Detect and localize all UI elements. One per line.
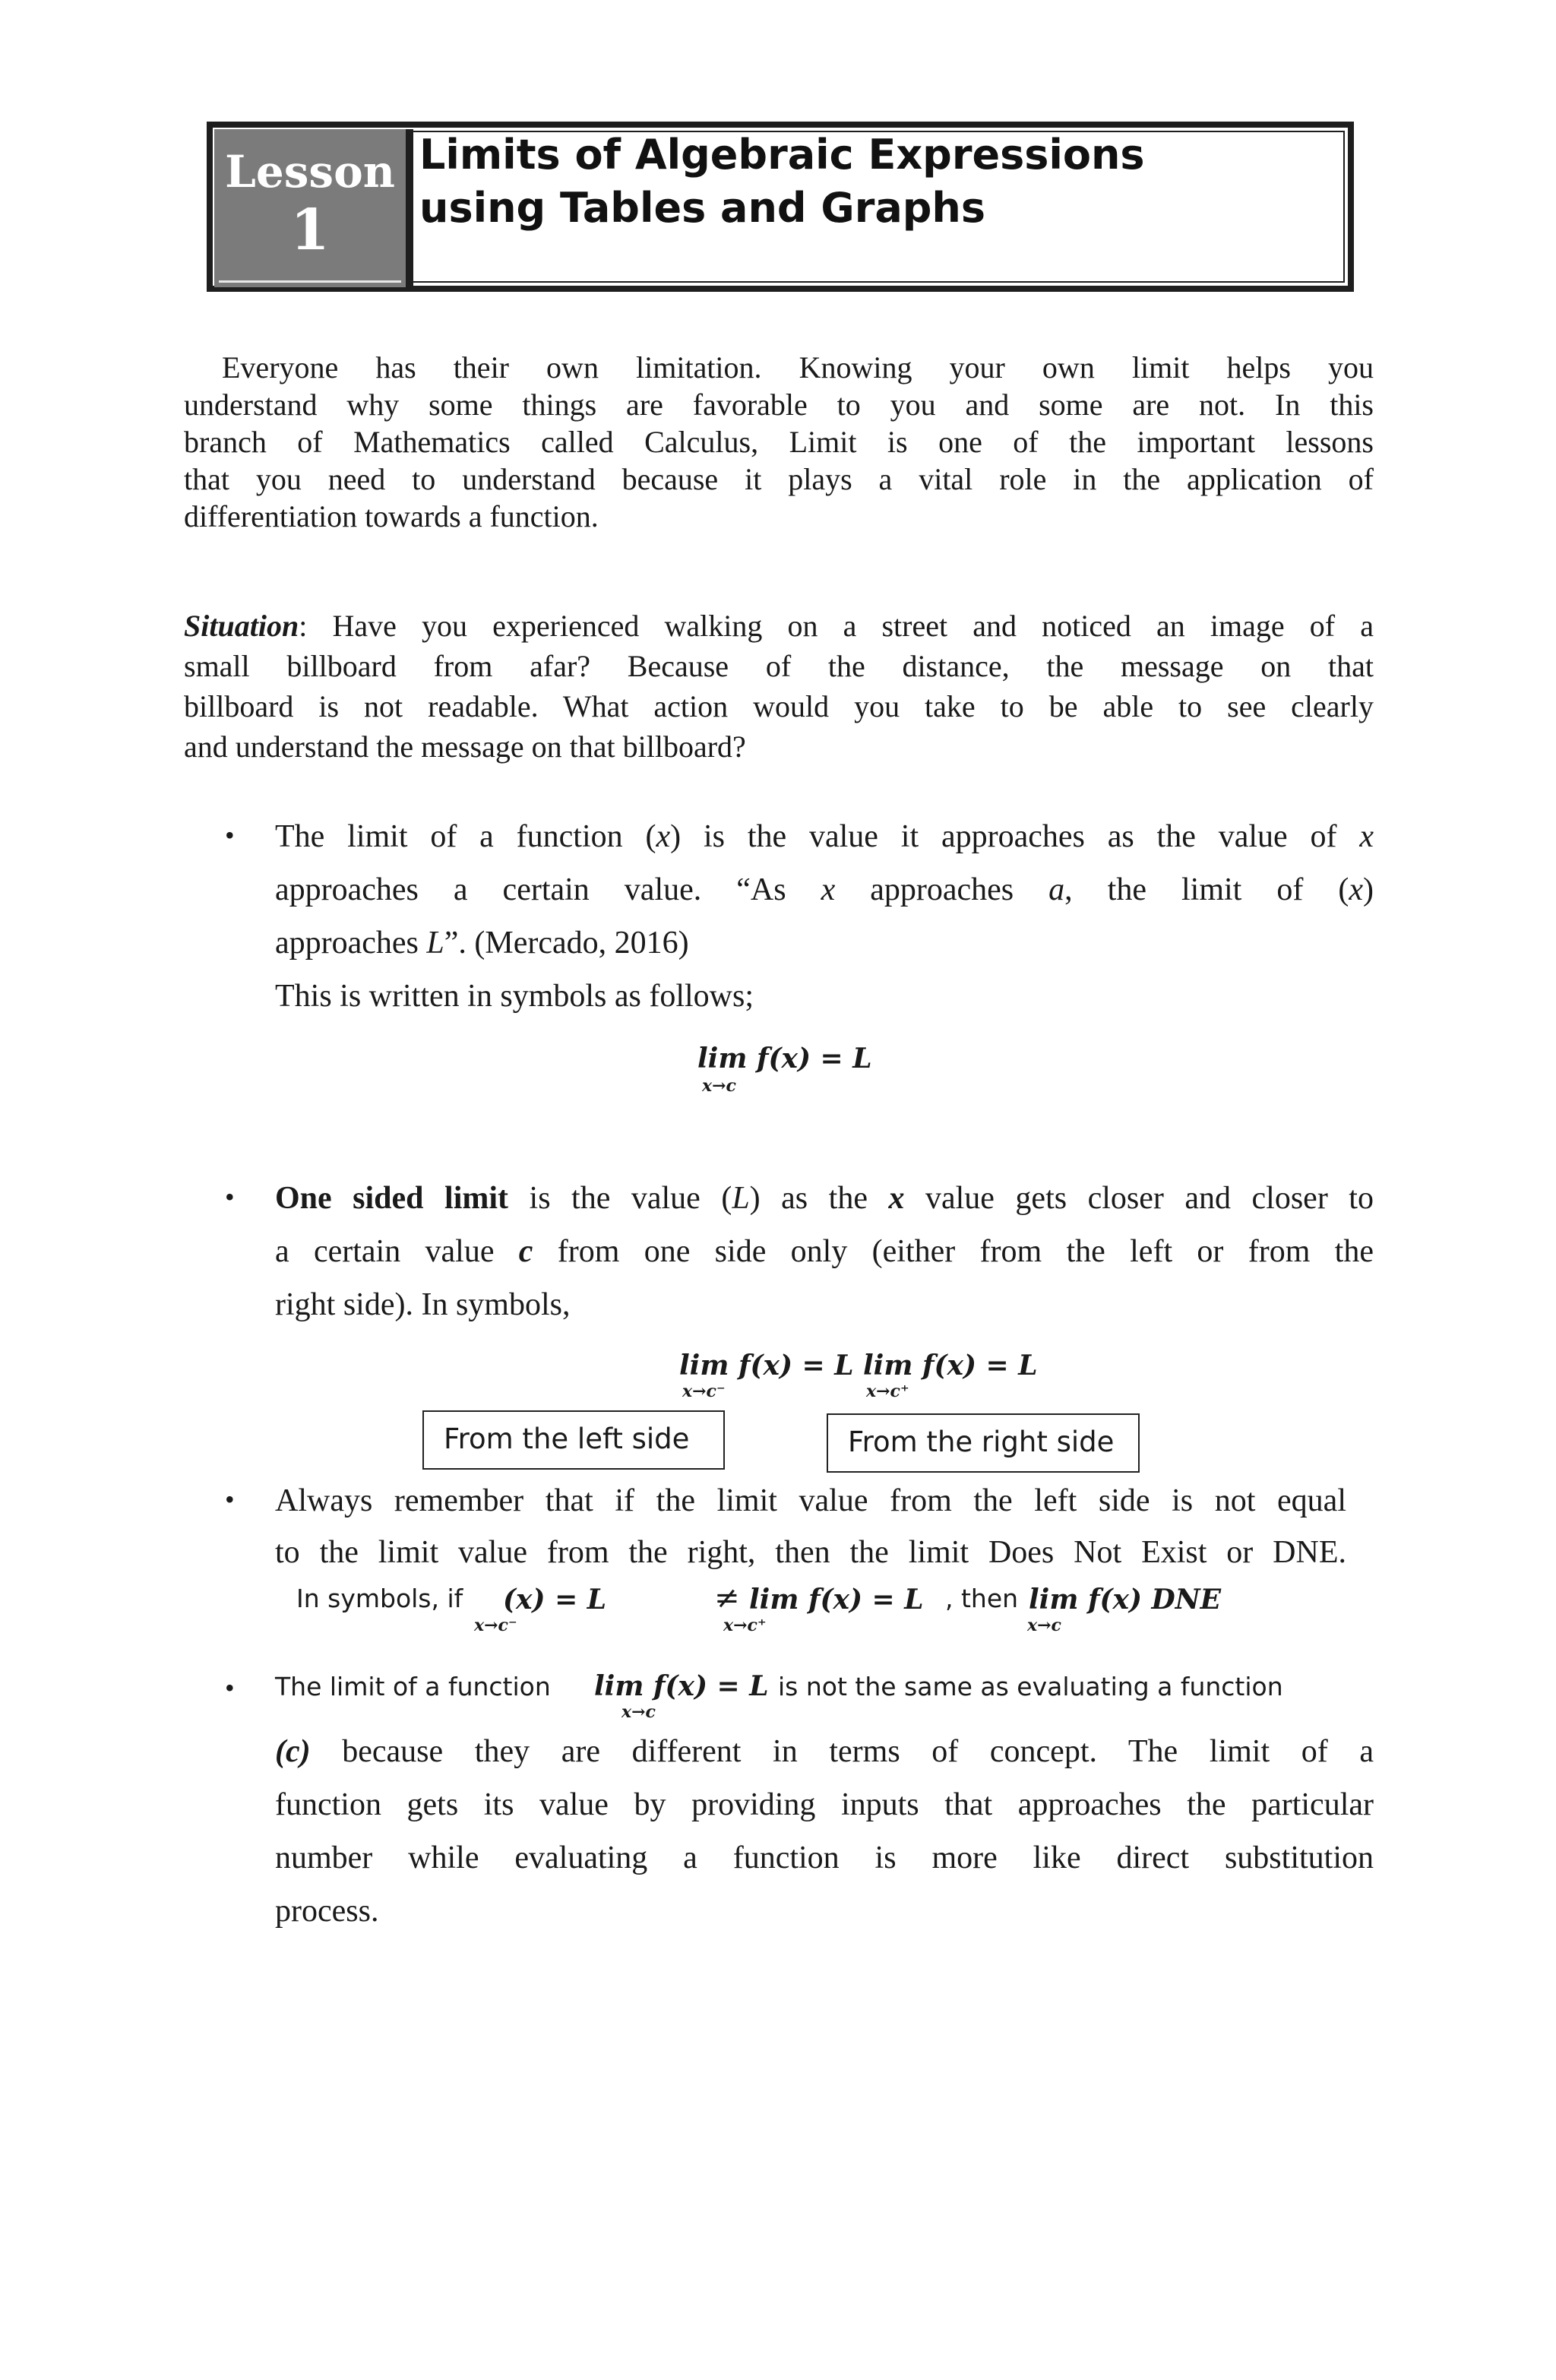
right-limit-sub: x→c⁺ xyxy=(866,1381,909,1401)
bullet4-line1-a: The limit of a function xyxy=(275,1672,551,1701)
lesson-badge xyxy=(214,129,406,287)
bullet-marker: • xyxy=(225,1484,235,1514)
bullet4-line1-b: is not the same as evaluating a function xyxy=(778,1672,1283,1701)
bullet2-line: One sided limit is the value (L) as the x value gets closer and closer to xyxy=(275,1181,1374,1216)
left-limit-formula: lim f(x) = L xyxy=(679,1350,854,1381)
bullet4-line: (c) because they are different in terms of concept. The limit of a xyxy=(275,1734,1374,1769)
intro-line: understand why some things are favorable to you and some are not. In this xyxy=(184,388,1374,422)
dne-right-sub: x→c⁺ xyxy=(723,1616,767,1635)
bullet1-line: approaches a certain value. “As x approaches a, the limit of (x) xyxy=(275,872,1374,907)
bullet4-line: process. xyxy=(275,1894,379,1929)
intro-line: branch of Mathematics called Calculus, Limit is one of the important lessons xyxy=(184,425,1374,459)
bullet2-line: a certain value c from one side only (either from the left or from the xyxy=(275,1234,1374,1269)
left-limit-sub: x→c⁻ xyxy=(682,1381,726,1401)
header-divider xyxy=(406,129,413,286)
dne-symbols-prefix: In symbols, if xyxy=(296,1584,463,1613)
lesson-word: Lesson xyxy=(225,146,395,198)
right-limit-formula: lim f(x) = L xyxy=(863,1350,1038,1381)
not-equal-symbol: ≠ xyxy=(714,1581,740,1616)
bullet1-line: approaches L”. (Mercado, 2016) xyxy=(275,926,689,961)
bullet4-line: function gets its value by providing inputs that approaches the particular xyxy=(275,1787,1374,1822)
bullet2-line: right side). In symbols, xyxy=(275,1287,571,1322)
limit-formula-sub: x→c xyxy=(702,1076,736,1096)
dne-left-limit: (x) = L xyxy=(503,1584,607,1616)
dne-left-sub: x→c⁻ xyxy=(474,1616,517,1635)
bullet-marker: • xyxy=(225,1673,235,1703)
lesson-title-line1: Limits of Algebraic Expressions xyxy=(419,131,1145,179)
dne-right-limit: lim f(x) = L xyxy=(749,1584,924,1616)
situation-line: billboard is not readable. What action would you take to be able to see clearly xyxy=(184,689,1374,723)
bullet1-line: The limit of a function (x) is the value it approaches as the value of x xyxy=(275,819,1374,854)
limit-formula: lim f(x) = L xyxy=(697,1043,872,1074)
bullet-marker: • xyxy=(225,1182,235,1212)
bullet4-formula-sub: x→c xyxy=(621,1702,656,1722)
left-side-label-box: From the left side xyxy=(422,1410,725,1470)
intro-line: differentiation towards a function. xyxy=(184,499,599,533)
intro-line: Everyone has their own limitation. Knowing your own limit helps you xyxy=(222,350,1374,385)
lesson-number: 1 xyxy=(290,198,330,263)
right-side-label-box: From the right side xyxy=(827,1413,1140,1473)
lesson-title-line2: using Tables and Graphs xyxy=(419,184,986,232)
intro-line: that you need to understand because it plays a vital role in the application of xyxy=(184,462,1374,496)
bullet4-formula: lim f(x) = L xyxy=(594,1670,769,1702)
dne-limit: lim f(x) DNE xyxy=(1029,1584,1222,1616)
situation-label: Situation xyxy=(184,609,299,643)
one-sided-limit-term: One sided limit xyxy=(275,1181,509,1216)
bullet4-line: number while evaluating a function is more like direct substitution xyxy=(275,1840,1374,1875)
dne-limit-sub: x→c xyxy=(1027,1616,1061,1635)
bullet-marker: • xyxy=(225,820,235,850)
dne-then: , then xyxy=(945,1584,1019,1613)
situation-line: Situation: Have you experienced walking on a street and noticed an image of a xyxy=(184,609,1374,643)
bullet3-line: to the limit value from the right, then the limit Does Not Exist or DNE. xyxy=(275,1535,1346,1570)
bullet3-line: Always remember that if the limit value from the left side is not equal xyxy=(275,1483,1346,1518)
situation-line: and understand the message on that billboard? xyxy=(184,730,746,764)
bullet1-line: This is written in symbols as follows; xyxy=(275,979,754,1014)
situation-line: small billboard from afar? Because of the distance, the message on that xyxy=(184,649,1374,683)
